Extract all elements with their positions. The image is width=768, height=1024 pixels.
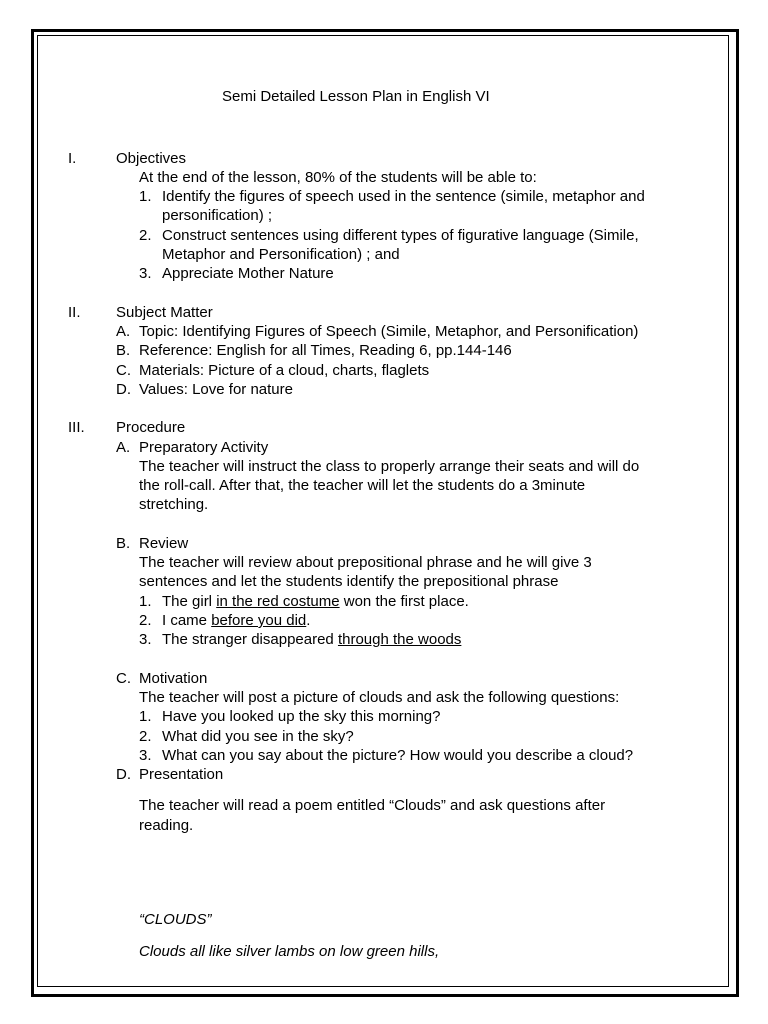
list-item-number: 2. xyxy=(139,728,152,745)
subsection-heading-motivation: Motivation xyxy=(139,670,208,687)
motivation-question: What did you see in the sky? xyxy=(162,728,354,745)
subsection-heading-preparatory-activity: Preparatory Activity xyxy=(139,439,269,456)
document-title: Semi Detailed Lesson Plan in English VI xyxy=(222,88,490,105)
list-item-number: 2. xyxy=(139,612,152,629)
section-numeral-objectives: I. xyxy=(68,150,77,167)
paragraph-line: The teacher will read a poem entitled “Clouds” and ask questions after xyxy=(139,797,606,814)
section-numeral-subject-matter: II. xyxy=(68,304,81,321)
objective-item: Construct sentences using different types of figurative language (Simile, xyxy=(162,227,639,244)
list-item-letter: C. xyxy=(116,670,131,687)
sentence-text: . xyxy=(306,612,311,629)
objectives-intro: At the end of the lesson, 80% of the students will be able to: xyxy=(139,169,537,186)
review-sentence xyxy=(162,630,461,649)
subject-matter-item: Values: Love for nature xyxy=(139,381,293,398)
prepositional-phrase: before you did xyxy=(211,612,307,629)
poem-line: Clouds all like silver lambs on low green hills, xyxy=(139,943,440,960)
subject-matter-item: Topic: Identifying Figures of Speech (Simile, Metaphor, and Personification) xyxy=(139,323,639,340)
list-item-letter: C. xyxy=(116,362,131,379)
sentence-text: won the first place. xyxy=(339,593,469,610)
list-item-number: 1. xyxy=(139,593,152,610)
list-item-letter: A. xyxy=(116,439,131,456)
objective-item-continued: personification) ; xyxy=(162,207,273,224)
review-sentence xyxy=(162,611,310,630)
paragraph-line: The teacher will instruct the class to properly arrange their seats and will do xyxy=(139,458,640,475)
motivation-question: What can you say about the picture? How would you describe a cloud? xyxy=(162,747,634,764)
list-item-number: 1. xyxy=(139,188,152,205)
paragraph-line: sentences and let the students identify the prepositional phrase xyxy=(139,573,559,590)
section-heading-objectives: Objectives xyxy=(116,150,187,167)
list-item-number: 3. xyxy=(139,631,152,648)
sentence-text: I came xyxy=(162,612,212,629)
poem-title: “CLOUDS” xyxy=(139,911,212,928)
section-numeral-procedure: III. xyxy=(68,419,85,436)
sentence-text: The stranger disappeared xyxy=(162,631,338,648)
objective-item: Appreciate Mother Nature xyxy=(162,265,334,282)
list-item-letter: B. xyxy=(116,342,131,359)
paragraph-line: stretching. xyxy=(139,496,209,513)
paragraph-line: reading. xyxy=(139,817,194,834)
list-item-number: 2. xyxy=(139,227,152,244)
section-heading-procedure: Procedure xyxy=(116,419,186,436)
review-sentence xyxy=(162,592,469,611)
paragraph-line: The teacher will post a picture of clouds and ask the following questions: xyxy=(139,689,620,706)
objective-item: Identify the figures of speech used in the sentence (simile, metaphor and xyxy=(162,188,645,205)
list-item-letter: D. xyxy=(116,766,131,783)
list-item-number: 3. xyxy=(139,747,152,764)
subsection-heading-review: Review xyxy=(139,535,189,552)
list-item-letter: B. xyxy=(116,535,131,552)
motivation-question: Have you looked up the sky this morning? xyxy=(162,708,441,725)
list-item-number: 3. xyxy=(139,265,152,282)
paragraph-line: The teacher will review about prepositional phrase and he will give 3 xyxy=(139,554,592,571)
sentence-text: The girl xyxy=(162,593,217,610)
prepositional-phrase: through the woods xyxy=(337,631,462,648)
prepositional-phrase: in the red costume xyxy=(216,593,340,610)
list-item-letter: A. xyxy=(116,323,131,340)
section-heading-subject-matter: Subject Matter xyxy=(116,304,213,321)
subject-matter-item: Reference: English for all Times, Reading 6, pp.144-146 xyxy=(139,342,512,359)
subsection-heading-presentation: Presentation xyxy=(139,766,224,783)
subject-matter-item: Materials: Picture of a cloud, charts, flaglets xyxy=(139,362,430,379)
list-item-number: 1. xyxy=(139,708,152,725)
paragraph-line: the roll-call. After that, the teacher will let the students do a 3minute xyxy=(139,477,586,494)
list-item-letter: D. xyxy=(116,381,131,398)
objective-item-continued: Metaphor and Personification) ; and xyxy=(162,246,400,263)
